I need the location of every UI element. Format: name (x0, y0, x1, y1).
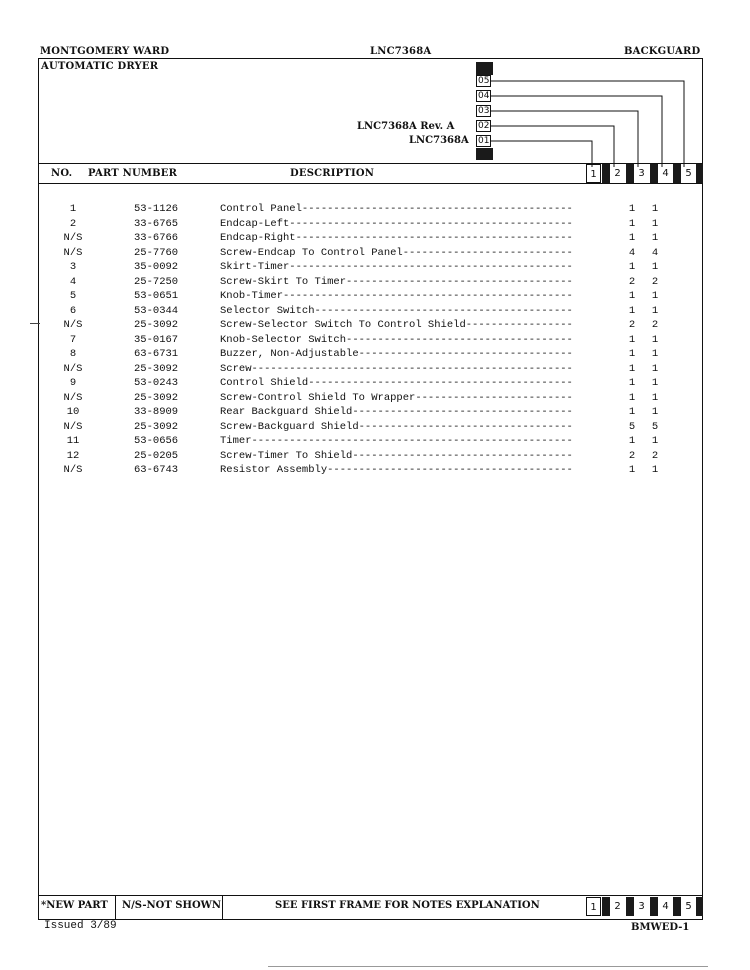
row-part-number: 25-3092 (134, 391, 179, 404)
row-qty-2: 1 (651, 261, 659, 273)
row-part-number: 35-0167 (134, 333, 179, 346)
row-no: N/S (63, 232, 83, 244)
row-qty-2: 5 (651, 420, 659, 433)
row-part-number: 33-6766 (134, 232, 179, 244)
not-shown-legend: N/S-NOT SHOWN (122, 900, 222, 911)
row-qty-2: 4 (651, 246, 659, 259)
row-part-number: 25-3092 (134, 362, 179, 375)
row-qty-1: 2 (628, 275, 636, 288)
row-qty-1: 1 (628, 333, 636, 346)
row-qty-2: 2 (651, 449, 659, 462)
footer-column-3: 3 (638, 901, 645, 912)
footer-column-divider-1 (602, 897, 610, 916)
row-no: 9 (69, 377, 77, 389)
row-part-number: 53-0651 (134, 290, 179, 302)
column-divider-5 (696, 164, 703, 183)
row-qty-2: 1 (651, 217, 659, 230)
row-part-number: 25-3092 (134, 319, 179, 331)
version-code-03: 03 (478, 106, 490, 116)
footer-column-1: 1 (586, 897, 601, 916)
row-qty-2: 1 (651, 377, 659, 389)
version-code-02: 02 (478, 121, 490, 131)
row-description: Endcap-Left--------------------------------------------- (220, 217, 573, 230)
row-no: 10 (66, 406, 80, 418)
row-qty-1: 1 (628, 348, 636, 360)
footer-divider-2 (222, 895, 223, 920)
row-qty-2: 1 (651, 348, 659, 360)
row-no: N/S (63, 420, 83, 433)
row-qty-2: 1 (651, 304, 659, 317)
row-part-number: 35-0092 (134, 261, 179, 273)
row-qty-1: 4 (628, 246, 636, 259)
row-no: 4 (69, 275, 77, 288)
column-divider-1 (602, 164, 610, 183)
row-description: Selector Switch----------------------------------------- (220, 304, 573, 317)
column-part-number: PART NUMBER (88, 168, 178, 179)
parts-list (38, 202, 698, 492)
column-number-strip (585, 164, 703, 183)
document-code: BMWED-1 (631, 922, 690, 933)
new-part-legend: *NEW PART (41, 900, 108, 911)
row-part-number: 25-3092 (134, 420, 179, 433)
row-description: Screw-Timer To Shield----------------------------------- (220, 449, 573, 462)
row-qty-2: 1 (651, 391, 659, 404)
row-part-number: 63-6743 (134, 464, 179, 476)
column-header-bottom-rule (38, 183, 703, 184)
column-divider-3 (650, 164, 658, 183)
row-part-number: 63-6731 (134, 348, 179, 360)
version-label-base: LNC7368A (409, 135, 469, 146)
row-qty-1: 1 (628, 304, 636, 317)
row-part-number: 33-8909 (134, 406, 179, 418)
column-number-5: 5 (685, 168, 692, 179)
row-description: Screw-Control Shield To Wrapper------------------------- (220, 391, 573, 404)
row-qty-2: 2 (651, 275, 659, 288)
row-no: 1 (69, 203, 77, 215)
issued-date: Issued 3/89 (44, 920, 117, 932)
footer-column-divider-5 (696, 897, 703, 916)
row-part-number: 53-0344 (134, 304, 179, 317)
row-no: 3 (69, 261, 77, 273)
row-part-number: 33-6765 (134, 217, 179, 230)
footer-column-5: 5 (685, 901, 692, 912)
row-description: Knob-Timer---------------------------------------------- (220, 290, 573, 302)
footer-divider-1 (115, 895, 116, 920)
row-no: N/S (63, 391, 83, 404)
row-description: Screw--------------------------------------------------- (220, 362, 573, 375)
row-qty-1: 1 (628, 435, 636, 447)
row-description: Control Panel------------------------------------------- (220, 203, 573, 215)
row-no: N/S (63, 362, 83, 375)
row-qty-2: 1 (651, 435, 659, 447)
row-description: Skirt-Timer--------------------------------------------- (220, 261, 573, 273)
column-divider-4 (673, 164, 681, 183)
row-qty-1: 1 (628, 261, 636, 273)
row-part-number: 25-7250 (134, 275, 179, 288)
column-number-1: 1 (586, 164, 601, 183)
column-divider-2 (626, 164, 634, 183)
footer-column-divider-4 (673, 897, 681, 916)
row-part-number: 53-0243 (134, 377, 179, 389)
row-qty-2: 2 (651, 319, 659, 331)
version-code-04: 04 (478, 91, 490, 101)
row-no: 12 (66, 449, 80, 462)
row-qty-2: 1 (651, 406, 659, 418)
column-number-3: 3 (638, 168, 645, 179)
footer-column-2: 2 (614, 901, 621, 912)
version-label-rev-a: LNC7368A Rev. A (357, 121, 455, 132)
column-no: NO. (51, 168, 73, 179)
version-code-01: 01 (478, 136, 490, 146)
row-qty-1: 2 (628, 449, 636, 462)
row-no: 5 (69, 290, 77, 302)
row-qty-1: 2 (628, 319, 636, 331)
row-description: Buzzer, Non-Adjustable---------------------------------- (220, 348, 573, 360)
footer-column-divider-2 (626, 897, 634, 916)
row-no: 7 (69, 333, 77, 346)
row-description: Endcap-Right-------------------------------------------- (220, 232, 573, 244)
row-qty-1: 5 (628, 420, 636, 433)
row-qty-1: 1 (628, 391, 636, 404)
row-qty-1: 1 (628, 362, 636, 375)
row-description: Control Shield------------------------------------------ (220, 377, 573, 389)
footer-top-rule (38, 895, 703, 896)
row-qty-2: 1 (651, 290, 659, 302)
row-description: Screw-Backguard Shield---------------------------------- (220, 420, 573, 433)
row-no: 2 (69, 217, 77, 230)
column-description: DESCRIPTION (290, 168, 375, 179)
brand-label: MONTGOMERY WARD (40, 46, 170, 57)
product-title: AUTOMATIC DRYER (41, 61, 159, 72)
row-qty-1: 1 (628, 464, 636, 476)
row-no: N/S (63, 464, 83, 476)
row-qty-1: 1 (628, 217, 636, 230)
footer-column-strip (585, 897, 703, 916)
row-description: Screw-Selector Switch To Control Shield----------------- (220, 319, 573, 331)
row-description: Resistor Assembly--------------------------------------- (220, 464, 573, 476)
row-no: N/S (63, 246, 83, 259)
section-label: BACKGUARD (624, 46, 701, 57)
row-description: Screw-Skirt To Timer------------------------------------ (220, 275, 573, 288)
row-qty-2: 1 (651, 362, 659, 375)
row-no: 11 (66, 435, 80, 447)
row-description: Knob-Selector Switch------------------------------------ (220, 333, 573, 346)
model-label: LNC7368A (370, 46, 432, 57)
row-qty-1: 1 (628, 290, 636, 302)
row-description: Rear Backguard Shield----------------------------------- (220, 406, 573, 418)
row-part-number: 53-1126 (134, 203, 179, 215)
column-number-2: 2 (614, 168, 621, 179)
footer-column-divider-3 (650, 897, 658, 916)
row-no: 6 (69, 304, 77, 317)
row-qty-2: 1 (651, 333, 659, 346)
row-no: N/S (63, 319, 83, 331)
row-qty-1: 1 (628, 406, 636, 418)
row-part-number: 25-0205 (134, 449, 179, 462)
row-qty-2: 1 (651, 232, 659, 244)
row-description: Timer--------------------------------------------------- (220, 435, 573, 447)
notes-instruction: SEE FIRST FRAME FOR NOTES EXPLANATION (275, 900, 540, 911)
row-qty-1: 1 (628, 232, 636, 244)
version-code-05: 05 (478, 76, 490, 86)
row-qty-2: 1 (651, 203, 659, 215)
footer-column-4: 4 (662, 901, 669, 912)
row-qty-2: 1 (651, 464, 659, 476)
row-qty-1: 1 (628, 203, 636, 215)
row-part-number: 25-7760 (134, 246, 179, 259)
scan-mark (30, 323, 40, 324)
scan-bottom-line (268, 966, 708, 967)
row-qty-1: 1 (628, 377, 636, 389)
row-part-number: 53-0656 (134, 435, 179, 447)
row-description: Screw-Endcap To Control Panel--------------------------- (220, 246, 573, 259)
row-no: 8 (69, 348, 77, 360)
column-number-4: 4 (662, 168, 669, 179)
